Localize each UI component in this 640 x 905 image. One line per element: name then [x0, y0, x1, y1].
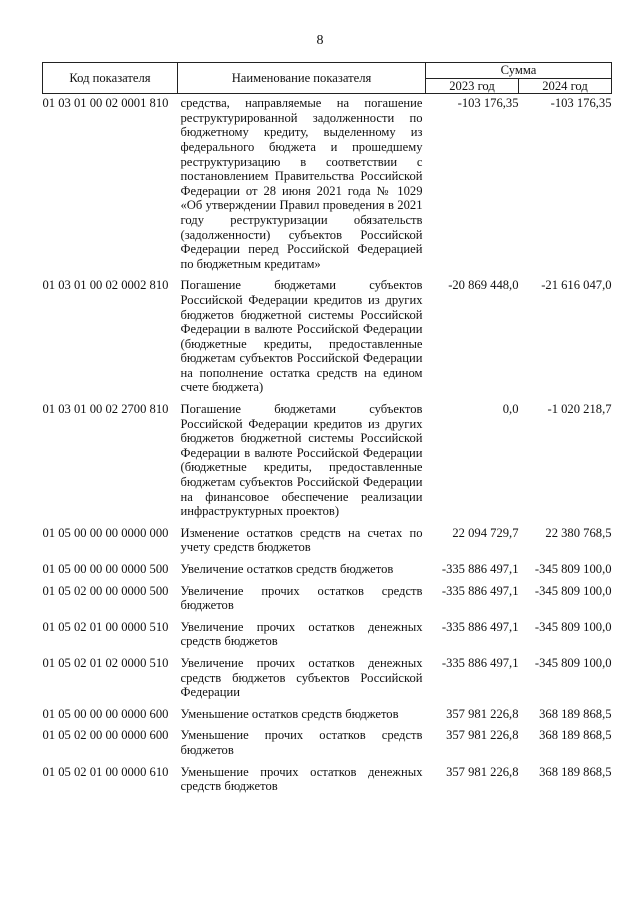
- row-code: 01 05 00 00 00 0000 600: [42, 706, 169, 721]
- table-header: [43, 63, 612, 94]
- row-name: Уменьшение прочих остатков денежных средств бюджетов: [180, 764, 423, 794]
- row-code: 01 03 01 00 02 0002 810: [42, 278, 169, 293]
- header-name: Наименование показателя: [178, 63, 426, 94]
- row-name: Увеличение остатков средств бюджетов: [180, 562, 394, 576]
- header-year-2024: 2024 год: [519, 78, 612, 94]
- table-row: [43, 524, 612, 560]
- row-sum-2024: -1 020 218,7: [547, 402, 612, 417]
- row-sum-2024: -345 809 100,0: [534, 619, 612, 634]
- table-row: [43, 654, 612, 705]
- row-code: 01 05 02 01 00 0000 510: [42, 619, 169, 634]
- row-code: 01 05 02 01 00 0000 610: [42, 764, 169, 779]
- table-row: [43, 560, 612, 582]
- row-name: Увеличение прочих остатков средств бюджетов: [180, 583, 423, 613]
- row-sum-2023: -335 886 497,1: [441, 619, 519, 634]
- table-row: [43, 94, 612, 277]
- row-name: Погашение бюджетами субъектов Российской Федерации кредитов из других бюджетов бюджетной системы Российской Федерации в валюте Российской Федерации (бюджетные кредиты, предоставленные бюджетам субъектов Российской Федерации на финансовое обеспечение реализации инфраструктурных проектов): [180, 402, 423, 519]
- row-sum-2023: 357 981 226,8: [446, 706, 519, 721]
- row-sum-2024: -345 809 100,0: [534, 583, 612, 598]
- row-name: средства, направляемые на погашение реструктурированной задолженности по бюджетному кредиту, выделенному из федерального бюджета и прошедшему реструктуризацию в соответствии с постановлением Правительства Российской Федерации от 28 июня 2021 года № 1029 «Об утверждении Правил проведения в 2021 году реструктуризации обязательств (задолженности) субъектов Российской Федерации перед Российской Федерацией по бюджетным кредитам»: [180, 96, 423, 271]
- table-body: [43, 94, 612, 799]
- row-sum-2024: -345 809 100,0: [534, 562, 612, 576]
- row-code: 01 05 00 00 00 0000 000: [42, 525, 169, 540]
- row-sum-2024: 22 380 768,5: [545, 525, 612, 540]
- row-name: Увеличение прочих остатков денежных средств бюджетов: [180, 619, 423, 649]
- header-code: Код показателя: [43, 63, 178, 94]
- table-row: [43, 582, 612, 618]
- row-code: 01 05 02 01 02 0000 510: [42, 655, 169, 670]
- row-name: Погашение бюджетами субъектов Российской Федерации кредитов из других бюджетов бюджетной системы Российской Федерации в валюте Российской Федерации (бюджетные кредиты, предоставленные бюджетам субъектов Российской Федерации на пополнение остатка средств на едином счете бюджета): [180, 278, 423, 395]
- row-code: 01 05 02 00 00 0000 500: [42, 583, 169, 598]
- row-code: 01 05 00 00 00 0000 500: [42, 562, 169, 576]
- table-row: [43, 618, 612, 654]
- table-row: [43, 705, 612, 727]
- header-sum: Сумма: [426, 63, 612, 79]
- row-sum-2023: -20 869 448,0: [448, 278, 519, 293]
- row-sum-2023: 357 981 226,8: [446, 728, 519, 743]
- row-sum-2023: 0,0: [502, 402, 519, 417]
- row-sum-2024: 368 189 868,5: [539, 728, 612, 743]
- row-sum-2023: -103 176,35: [457, 96, 519, 111]
- table-row: [43, 763, 612, 799]
- row-name: Увеличение прочих остатков денежных средств бюджетов субъектов Российской Федерации: [180, 655, 423, 700]
- row-sum-2023: -335 886 497,1: [441, 583, 519, 598]
- row-name: Уменьшение прочих остатков средств бюджетов: [180, 728, 423, 757]
- budget-table: [42, 62, 612, 799]
- row-sum-2023: -335 886 497,1: [441, 655, 519, 670]
- row-code: 01 05 02 00 00 0000 600: [42, 728, 169, 743]
- row-sum-2024: -345 809 100,0: [534, 655, 612, 670]
- page-number: 8: [316, 33, 324, 48]
- row-code: 01 03 01 00 02 2700 810: [42, 402, 169, 417]
- row-name: Уменьшение остатков средств бюджетов: [180, 706, 399, 721]
- row-sum-2024: 368 189 868,5: [539, 764, 612, 779]
- row-sum-2023: 22 094 729,7: [452, 525, 519, 540]
- table-row: [43, 400, 612, 524]
- row-sum-2024: -103 176,35: [550, 96, 612, 111]
- table-row: [43, 726, 612, 762]
- row-sum-2023: -335 886 497,1: [441, 562, 519, 576]
- row-code: 01 03 01 00 02 0001 810: [42, 96, 169, 111]
- row-sum-2023: 357 981 226,8: [446, 764, 519, 779]
- table-row: [43, 276, 612, 400]
- row-sum-2024: -21 616 047,0: [541, 278, 612, 293]
- row-name: Изменение остатков средств на счетах по учету средств бюджетов: [180, 525, 423, 555]
- row-sum-2024: 368 189 868,5: [539, 706, 612, 721]
- header-year-2023: 2023 год: [426, 78, 519, 94]
